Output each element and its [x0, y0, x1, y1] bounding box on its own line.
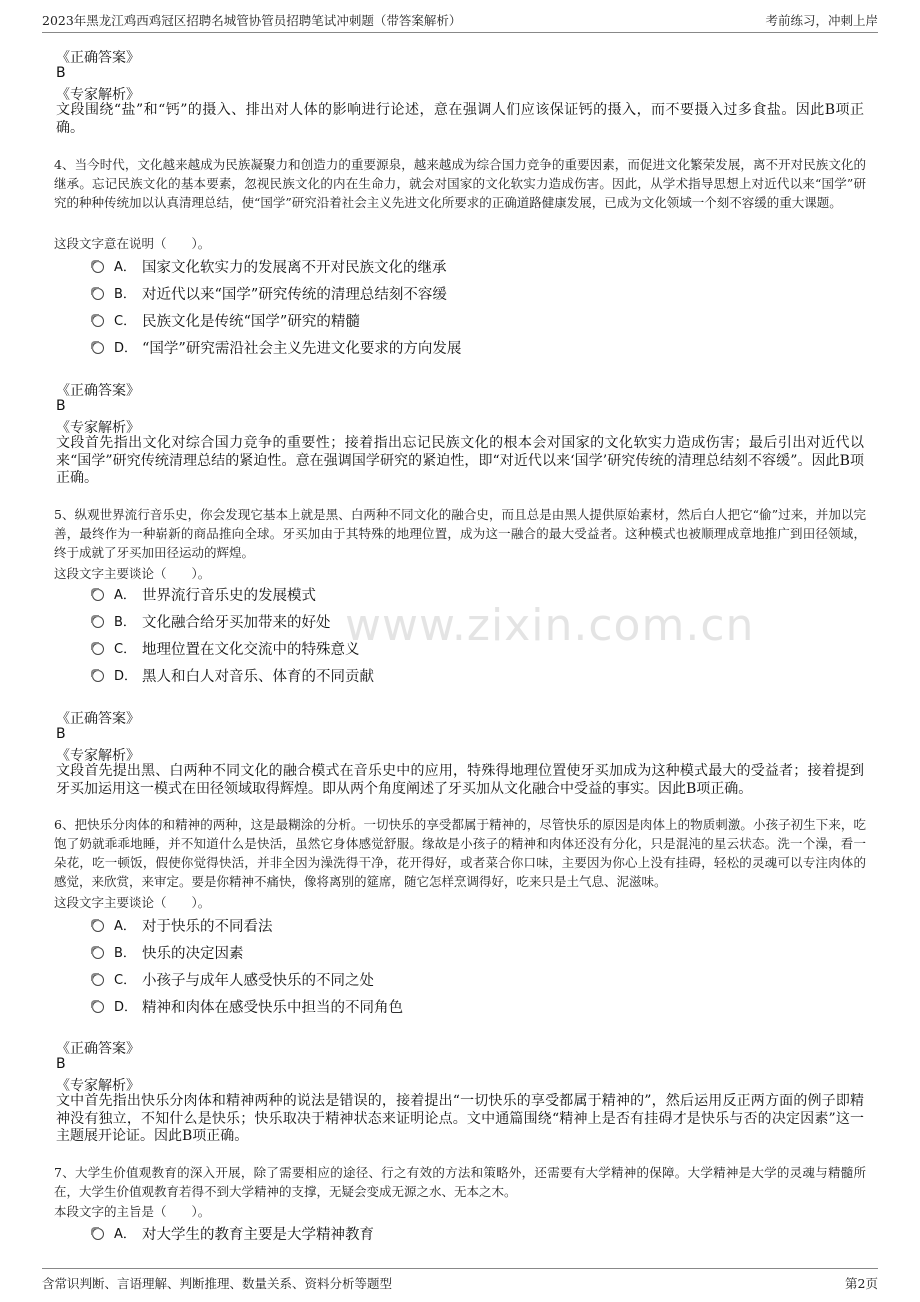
option-letter: A．: [114, 1227, 136, 1242]
analysis-label: 《专家解析》: [56, 420, 140, 436]
option-c[interactable]: [92, 310, 492, 332]
option-text: 地理位置在文化交流中的特殊意义: [142, 642, 360, 658]
question-stem: 这段文字意在说明（ ）。: [54, 236, 211, 251]
radio-icon[interactable]: [92, 670, 104, 682]
question-text: 6、把快乐分肉体的和精神的两种，这是最糊涂的分析。一切快乐的享受都属于精神的，尽管快乐的原因是肉体上的物质刺激。小孩子初生下来，吃饱了奶就乖乖地睡，并不知道什么是快活，虽然它身体感觉舒服。缘故是小孩子的精神和肉体还没有分化，只是混沌的星云状态。洗一个澡，看一朵花，吃一顿饭，假使你觉得快活，并非全因为澡洗得干净，花开得好，或者菜合你口味，主要因为你心上没有挂碍，轻松的灵魂可以专注肉体的感觉，来欣赏，来审定。要是你精神不痛快，像将离别的筵席，随它怎样烹调得好，吃来只是土气息、泥滋味。: [54, 817, 866, 889]
option-letter: A．: [114, 919, 136, 934]
page-prefix: 第: [845, 1276, 858, 1291]
radio-icon[interactable]: [92, 589, 104, 601]
option-text: 小孩子与成年人感受快乐的不同之处: [142, 973, 374, 989]
option-d[interactable]: [92, 996, 492, 1018]
header-slogan: 考前练习，冲刺上岸: [765, 13, 878, 28]
radio-icon[interactable]: [92, 920, 104, 932]
option-d[interactable]: [92, 665, 492, 687]
option-text: 文化融合给牙买加带来的好处: [142, 615, 331, 631]
radio-icon[interactable]: [92, 1228, 104, 1240]
option-text: 对于快乐的不同看法: [142, 919, 273, 935]
option-text: 民族文化是传统“国学”研究的精髓: [142, 314, 360, 330]
question-text: 4、当今时代，文化越来越成为民族凝聚力和创造力的重要源泉，越来越成为综合国力竞争的重要因素，而促进文化繁荣发展，离不开对民族文化的继承。忘记民族文化的基本要素，忽视民族文化的内在生命力，就会对国家的文化软实力造成伤害。因此，从学术指导思想上对近代以来“国学”研究的种种传统加以认真清理总结，使“国学”研究沿着社会主义先进文化所要求的正确道路健康发展，已成为文化领域一个刻不容缓的重大课题。: [54, 157, 866, 210]
analysis-label: 《专家解析》: [56, 1078, 140, 1094]
answer-label: 《正确答案》: [56, 383, 140, 399]
answer-value: B: [56, 65, 66, 81]
answer-value: B: [56, 1056, 66, 1072]
answer-label: 《正确答案》: [56, 50, 140, 66]
option-b[interactable]: [92, 283, 492, 305]
answer-value: B: [56, 726, 66, 742]
radio-icon[interactable]: [92, 643, 104, 655]
option-letter: B．: [114, 946, 136, 961]
option-text: 国家文化软实力的发展离不开对民族文化的继承: [142, 260, 447, 276]
option-letter: C．: [114, 314, 137, 329]
option-b[interactable]: [92, 611, 492, 633]
radio-icon[interactable]: [92, 947, 104, 959]
document-title: 2023年黑龙江鸡西鸡冠区招聘名城管协管员招聘笔试冲刺题（带答案解析）: [42, 13, 462, 28]
page-suffix: 页: [865, 1276, 878, 1291]
option-letter: A．: [114, 588, 136, 603]
option-letter: C．: [114, 973, 137, 988]
analysis-text: 文段首先提出黑、白两种不同文化的融合模式在音乐史中的应用，特殊得地理位置使牙买加成为这种模式最大的受益者；接着提到牙买加运用这一模式在田径领域取得辉煌。即从两个角度阐述了牙买加从文化融合中受益的事实。因此B项正确。: [56, 763, 864, 797]
analysis-text: 文中首先指出快乐分肉体和精神两种的说法是错误的，接着提出“一切快乐的享受都属于精神的”，然后运用反正两方面的例子即精神没有独立，不知什么是快乐；快乐取决于精神状态来证明论点。文中通篇围绕“精神上是否有挂碍才是快乐与否的决定因素”这一主题展开论证。因此B项正确。: [56, 1093, 864, 1144]
analysis-label: 《专家解析》: [56, 748, 140, 764]
question-stem: 这段文字主要谈论（ ）。: [54, 566, 211, 581]
page-number: [845, 1274, 878, 1292]
page-number-value: 2: [857, 1276, 866, 1291]
option-text: 世界流行音乐史的发展模式: [142, 588, 316, 604]
answer-label: 《正确答案》: [56, 711, 140, 727]
question-text: 7、大学生价值观教育的深入开展，除了需要相应的途径、行之有效的方法和策略外，还需要有大学精神的保障。大学精神是大学的灵魂与精髓所在，大学生价值观教育若得不到大学精神的支撑，无疑会变成无源之水、无本之木。: [54, 1165, 866, 1199]
option-letter: B．: [114, 615, 136, 630]
option-letter: B．: [114, 287, 136, 302]
option-letter: A．: [114, 260, 136, 275]
option-letter: D．: [114, 1000, 138, 1015]
option-text: 快乐的决定因素: [142, 946, 244, 962]
page-footer: [42, 1268, 878, 1295]
analysis-text: 文段首先指出文化对综合国力竞争的重要性；接着指出忘记民族文化的根本会对国家的文化软实力造成伤害；最后引出对近代以来“国学”研究传统清理总结的紧迫性。意在强调国学研究的紧迫性，即“对近代以来‘国学’研究传统的清理总结刻不容缓”。因此B项正确。: [56, 435, 864, 486]
option-text: 对近代以来“国学”研究传统的清理总结刻不容缓: [142, 287, 447, 303]
radio-icon[interactable]: [92, 315, 104, 327]
option-letter: D．: [114, 669, 138, 684]
question-stem: 本段文字的主旨是（ ）。: [54, 1204, 211, 1219]
radio-icon[interactable]: [92, 342, 104, 354]
option-text: 精神和肉体在感受快乐中担当的不同角色: [142, 1000, 403, 1016]
answer-value: B: [56, 398, 66, 414]
analysis-label: 《专家解析》: [56, 87, 140, 103]
option-letter: C．: [114, 642, 137, 657]
watermark: www.zixin.com.cn: [345, 600, 755, 651]
option-c[interactable]: [92, 638, 492, 660]
radio-icon[interactable]: [92, 974, 104, 986]
question-text: 5、纵观世界流行音乐史，你会发现它基本上就是黑、白两种不同文化的融合史，而且总是由黑人提供原始素材，然后白人把它“偷”过来，并加以完善，最终作为一种崭新的商品推向全球。牙买加由于其特殊的地理位置，成为这一融合的最大受益者。这种模式也被顺理成章地推广到田径领域，终于成就了牙买加田径运动的辉煌。: [54, 507, 866, 560]
option-a[interactable]: [92, 915, 492, 937]
question-stem: 这段文字主要谈论（ ）。: [54, 895, 211, 910]
option-letter: D．: [114, 341, 138, 356]
option-text: “国学”研究需沿社会主义先进文化要求的方向发展: [142, 341, 462, 357]
option-a[interactable]: [92, 1223, 492, 1245]
radio-icon[interactable]: [92, 261, 104, 273]
analysis-text: 文段围绕“盐”和“钙”的摄入、排出对人体的影响进行论述，意在强调人们应该保证钙的摄入，而不要摄入过多食盐。因此B项正确。: [56, 102, 864, 136]
radio-icon[interactable]: [92, 288, 104, 300]
option-a[interactable]: [92, 256, 492, 278]
answer-label: 《正确答案》: [56, 1041, 140, 1057]
option-text: 对大学生的教育主要是大学精神教育: [142, 1227, 374, 1243]
option-d[interactable]: [92, 337, 492, 359]
radio-icon[interactable]: [92, 1001, 104, 1013]
option-text: 黑人和白人对音乐、体育的不同贡献: [142, 669, 374, 685]
option-b[interactable]: [92, 942, 492, 964]
page-header: [42, 8, 878, 33]
radio-icon[interactable]: [92, 616, 104, 628]
option-a[interactable]: [92, 584, 492, 606]
option-c[interactable]: [92, 969, 492, 991]
footer-note: 含常识判断、言语理解、判断推理、数量关系、资料分析等题型: [42, 1276, 393, 1291]
